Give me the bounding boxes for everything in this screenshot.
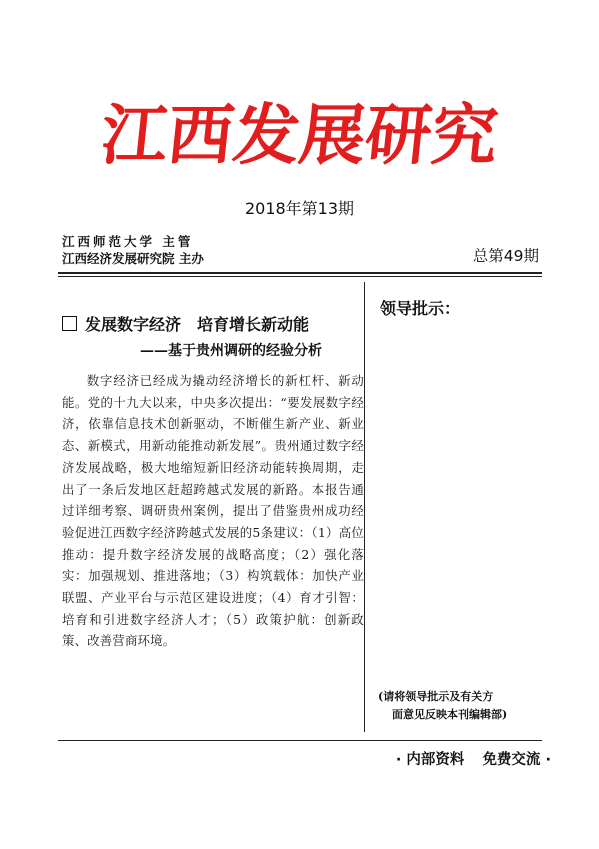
editorial-note-line1: (请将领导批示及有关方 (378, 690, 494, 703)
article-subtitle: ——基于贵州调研的经验分析 (140, 343, 322, 359)
publisher-supervisor: 江西师范大学 主管 (62, 234, 194, 249)
footer-internal-label: · 内部资料 (395, 752, 465, 768)
column-divider (364, 282, 365, 732)
article-title (62, 312, 309, 335)
header-divider (58, 272, 542, 277)
article-body: 数字经济已经成为撬动经济增长的新杠杆、新动能。党的十九大以来，中央多次提出：“要发展数字经济，依靠信息技术创新驱动，不断催生新产业、新业态、新模式，用新动能推动新发展”。贵州通过数字经济发展战略，极大地缩短新旧经济动能转换周期，走出了一条后发地区赶超跨越式发展的新路。本报告通过详细考察、调研贵州案例，提出了借鉴贵州成功经验促进江西数字经济跨越式发展的5条建议：（1）高位推动：提升数字经济发展的战略高度；（2）强化落实：加强规划、推进落地；（3）构筑载体：加快产业联盟、产业平台与示范区建设进度；（4）育才引智：培育和引进数字经济人才；（5）政策护航：创新政策、改善营商环境。 (62, 373, 364, 649)
leader-instruction-label: 领导批示： (380, 299, 461, 318)
issue-number: 2018年第13期 (244, 199, 355, 218)
article-title-part1: 发展数字经济 (85, 315, 182, 334)
total-issue-number: 总第49期 (472, 247, 539, 265)
publisher-host: 江西经济发展研究院 主办 (62, 251, 204, 266)
footer-divider (58, 740, 542, 741)
editorial-note (378, 688, 548, 724)
footer-free-label: 免费交流 · (482, 752, 551, 768)
footer-notice (396, 748, 551, 769)
checkbox-square-icon (62, 316, 77, 331)
masthead-title: 江西发展研究 (97, 97, 502, 174)
article-title-part2: 培育增长新动能 (197, 315, 310, 334)
editorial-note-line2: 面意见反映本刊编辑部) (392, 708, 508, 721)
publisher-info (62, 233, 204, 267)
